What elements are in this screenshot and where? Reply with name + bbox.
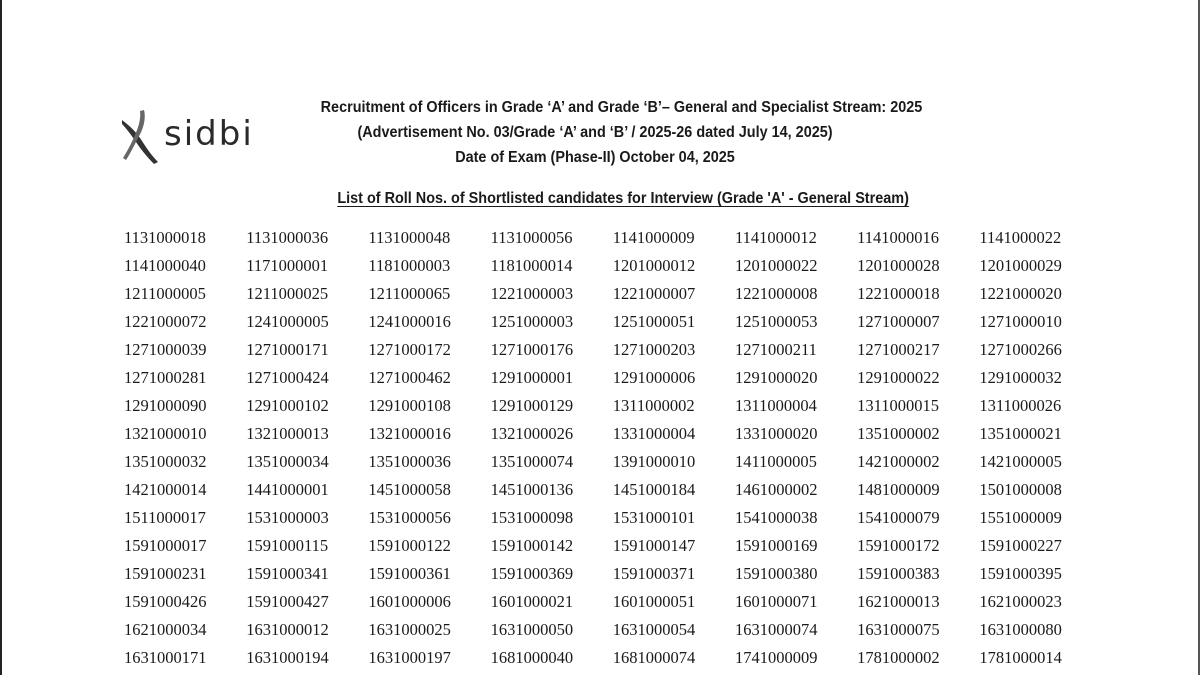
- roll-number-cell: 1621000023: [979, 592, 1062, 611]
- header-line-2: (Advertisement No. 03/Grade ‘A’ and ‘B’ / 2025-26 dated July 14, 2025): [357, 124, 833, 141]
- roll-number-cell: 1501000008: [979, 480, 1062, 499]
- roll-number-cell: 1311000002: [612, 396, 695, 415]
- roll-number-cell: 1591000172: [857, 536, 940, 555]
- roll-number-cell: 1441000001: [246, 480, 329, 499]
- roll-number-cell: 1141000040: [124, 256, 206, 275]
- roll-number-cell: 1601000021: [490, 592, 574, 611]
- roll-number-cell: 1631000075: [857, 620, 940, 639]
- roll-number-cell: 1221000018: [857, 284, 940, 303]
- roll-number-cell: 1291000102: [246, 396, 329, 415]
- roll-number-cell: 1631000054: [612, 620, 696, 639]
- roll-number-cell: 1221000072: [124, 312, 207, 331]
- roll-number-cell: 1271000010: [979, 312, 1062, 331]
- roll-number-cell: 1201000029: [979, 256, 1062, 275]
- roll-number-cell: 1131000056: [490, 228, 573, 247]
- roll-number-cell: 1271000203: [612, 340, 696, 359]
- roll-number-cell: 1181000003: [368, 256, 451, 275]
- roll-number-cell: 1171000001: [246, 256, 329, 275]
- page-edge-left: [0, 0, 2, 675]
- roll-number-cell: 1291000001: [490, 368, 574, 387]
- roll-number-cell: 1201000022: [734, 256, 818, 275]
- roll-number-cell: 1451000058: [368, 480, 451, 499]
- roll-number-cell: 1591000395: [979, 564, 1062, 583]
- roll-number-cell: 1241000016: [368, 312, 451, 331]
- roll-number-cell: 1131000048: [368, 228, 451, 247]
- roll-number-cell: 1631000080: [979, 620, 1062, 639]
- roll-number-cell: 1271000462: [368, 368, 451, 387]
- roll-number-cell: 1351000032: [124, 452, 207, 471]
- roll-number-cell: 1631000194: [246, 648, 329, 667]
- roll-number-cell: 1141000022: [979, 228, 1062, 247]
- roll-number-cell: 1681000040: [490, 648, 574, 667]
- roll-number-cell: 1351000021: [979, 424, 1062, 443]
- roll-number-cell: 1591000361: [368, 564, 451, 583]
- roll-number-cell: 1421000002: [857, 452, 940, 471]
- roll-number-cell: 1591000147: [612, 536, 696, 555]
- roll-number-cell: 1331000020: [734, 424, 818, 443]
- roll-number-cell: 1531000101: [612, 508, 696, 527]
- roll-number-cell: 1271000039: [124, 340, 207, 359]
- roll-number-cell: 1591000142: [490, 536, 574, 555]
- roll-number-cell: 1291000006: [612, 368, 696, 387]
- roll-number-cell: 1271000211: [734, 340, 817, 359]
- roll-number-cell: 1411000005: [734, 452, 817, 471]
- roll-number-cell: 1271000424: [246, 368, 329, 387]
- roll-number-cell: 1591000227: [979, 536, 1062, 555]
- roll-number-cell: 1221000003: [490, 284, 574, 303]
- roll-number-cell: 1601000006: [368, 592, 451, 611]
- roll-number-cell: 1211000065: [368, 284, 451, 303]
- document-header: [320, 95, 923, 170]
- roll-number-cell: 1271000176: [490, 340, 574, 359]
- roll-number-cell: 1271000171: [246, 340, 329, 359]
- roll-number-cell: 1421000014: [124, 480, 207, 499]
- list-title: List of Roll Nos. of Shortlisted candidates for Interview (Grade 'A' - General Stream): [337, 190, 909, 207]
- roll-number-cell: 1631000171: [124, 648, 207, 667]
- roll-number-cell: 1311000004: [734, 396, 817, 415]
- roll-number-cell: 1271000007: [857, 312, 940, 331]
- roll-number-cell: 1201000028: [857, 256, 940, 275]
- roll-number-cell: 1241000005: [246, 312, 329, 331]
- roll-number-cell: 1781000002: [857, 648, 940, 667]
- logo-wordmark: sidbi: [164, 114, 254, 154]
- roll-number-cell: 1181000014: [490, 256, 573, 275]
- roll-number-cell: 1631000050: [490, 620, 574, 639]
- roll-number-cell: 1591000426: [124, 592, 207, 611]
- roll-number-cell: 1141000016: [857, 228, 940, 247]
- roll-number-cell: 1601000071: [734, 592, 818, 611]
- roll-number-cell: 1531000003: [246, 508, 329, 527]
- roll-number-cell: 1591000231: [124, 564, 207, 583]
- roll-number-cell: 1621000034: [124, 620, 207, 639]
- roll-number-cell: 1451000184: [612, 480, 696, 499]
- roll-number-cell: 1591000122: [368, 536, 451, 555]
- roll-number-cell: 1291000090: [124, 396, 207, 415]
- roll-number-cell: 1591000369: [490, 564, 574, 583]
- roll-number-cell: 1781000014: [979, 648, 1062, 667]
- roll-number-cell: 1271000172: [368, 340, 451, 359]
- roll-number-cell: 1251000053: [734, 312, 818, 331]
- roll-number-cell: 1141000012: [734, 228, 817, 247]
- roll-number-cell: 1251000051: [612, 312, 696, 331]
- roll-number-cell: 1221000008: [734, 284, 818, 303]
- roll-number-cell: 1591000017: [124, 536, 207, 555]
- roll-number-cell: 1531000056: [368, 508, 451, 527]
- roll-number-cell: 1541000038: [734, 508, 818, 527]
- header-line-3: Date of Exam (Phase-II) October 04, 2025: [455, 149, 735, 166]
- roll-number-cell: 1141000009: [612, 228, 695, 247]
- roll-number-cell: 1541000079: [857, 508, 940, 527]
- roll-number-cell: 1211000025: [246, 284, 329, 303]
- roll-number-cell: 1291000032: [979, 368, 1062, 387]
- roll-number-cell: 1631000012: [246, 620, 329, 639]
- roll-number-cell: 1271000266: [979, 340, 1062, 359]
- roll-number-cell: 1631000197: [368, 648, 451, 667]
- roll-number-cell: 1741000009: [734, 648, 818, 667]
- roll-number-cell: 1271000217: [857, 340, 940, 359]
- roll-number-cell: 1321000016: [368, 424, 451, 443]
- roll-number-cell: 1321000026: [490, 424, 574, 443]
- roll-number-cell: 1221000020: [979, 284, 1062, 303]
- roll-number-cell: 1331000004: [612, 424, 696, 443]
- roll-number-cell: 1201000012: [612, 256, 696, 275]
- roll-number-cell: 1291000022: [857, 368, 940, 387]
- roll-number-cell: 1681000074: [612, 648, 696, 667]
- roll-number-cell: 1531000098: [490, 508, 574, 527]
- roll-number-cell: 1351000034: [246, 452, 329, 471]
- roll-number-cell: 1591000115: [246, 536, 329, 555]
- roll-number-cell: 1421000005: [979, 452, 1062, 471]
- roll-number-cell: 1291000108: [368, 396, 451, 415]
- roll-number-cell: 1591000371: [612, 564, 696, 583]
- roll-number-cell: 1351000036: [368, 452, 451, 471]
- roll-number-cell: 1131000018: [124, 228, 206, 247]
- roll-number-cell: 1291000129: [490, 396, 574, 415]
- roll-number-grid: [124, 224, 1070, 672]
- roll-number-cell: 1621000013: [857, 592, 940, 611]
- roll-number-cell: 1321000013: [246, 424, 329, 443]
- roll-number-cell: 1291000020: [734, 368, 818, 387]
- roll-number-cell: 1601000051: [612, 592, 696, 611]
- roll-number-cell: 1591000169: [734, 536, 818, 555]
- sidbi-logo-icon: [120, 108, 164, 166]
- roll-number-cell: 1211000005: [124, 284, 206, 303]
- roll-number-cell: 1271000281: [124, 368, 207, 387]
- roll-number-cell: 1461000002: [734, 480, 818, 499]
- roll-number-cell: 1511000017: [124, 508, 206, 527]
- sidbi-logo: [120, 108, 280, 166]
- roll-number-cell: 1591000341: [246, 564, 329, 583]
- roll-number-cell: 1351000074: [490, 452, 574, 471]
- roll-number-cell: 1251000003: [490, 312, 574, 331]
- roll-number-cell: 1591000380: [734, 564, 818, 583]
- roll-number-cell: 1311000026: [979, 396, 1062, 415]
- header-line-1: Recruitment of Officers in Grade ‘A’ and Grade ‘B’– General and Specialist Stream: 2025: [320, 99, 923, 116]
- roll-number-cell: 1131000036: [246, 228, 329, 247]
- roll-number-cell: 1591000427: [246, 592, 329, 611]
- roll-number-cell: 1391000010: [612, 452, 696, 471]
- roll-number-cell: 1481000009: [857, 480, 940, 499]
- roll-number-cell: 1551000009: [979, 508, 1062, 527]
- roll-number-cell: 1631000025: [368, 620, 451, 639]
- roll-number-cell: 1631000074: [734, 620, 818, 639]
- roll-number-cell: 1311000015: [857, 396, 940, 415]
- roll-number-cell: 1591000383: [857, 564, 940, 583]
- roll-number-cell: 1451000136: [490, 480, 574, 499]
- roll-number-cell: 1321000010: [124, 424, 207, 443]
- roll-number-cell: 1221000007: [612, 284, 696, 303]
- roll-number-cell: 1351000002: [857, 424, 940, 443]
